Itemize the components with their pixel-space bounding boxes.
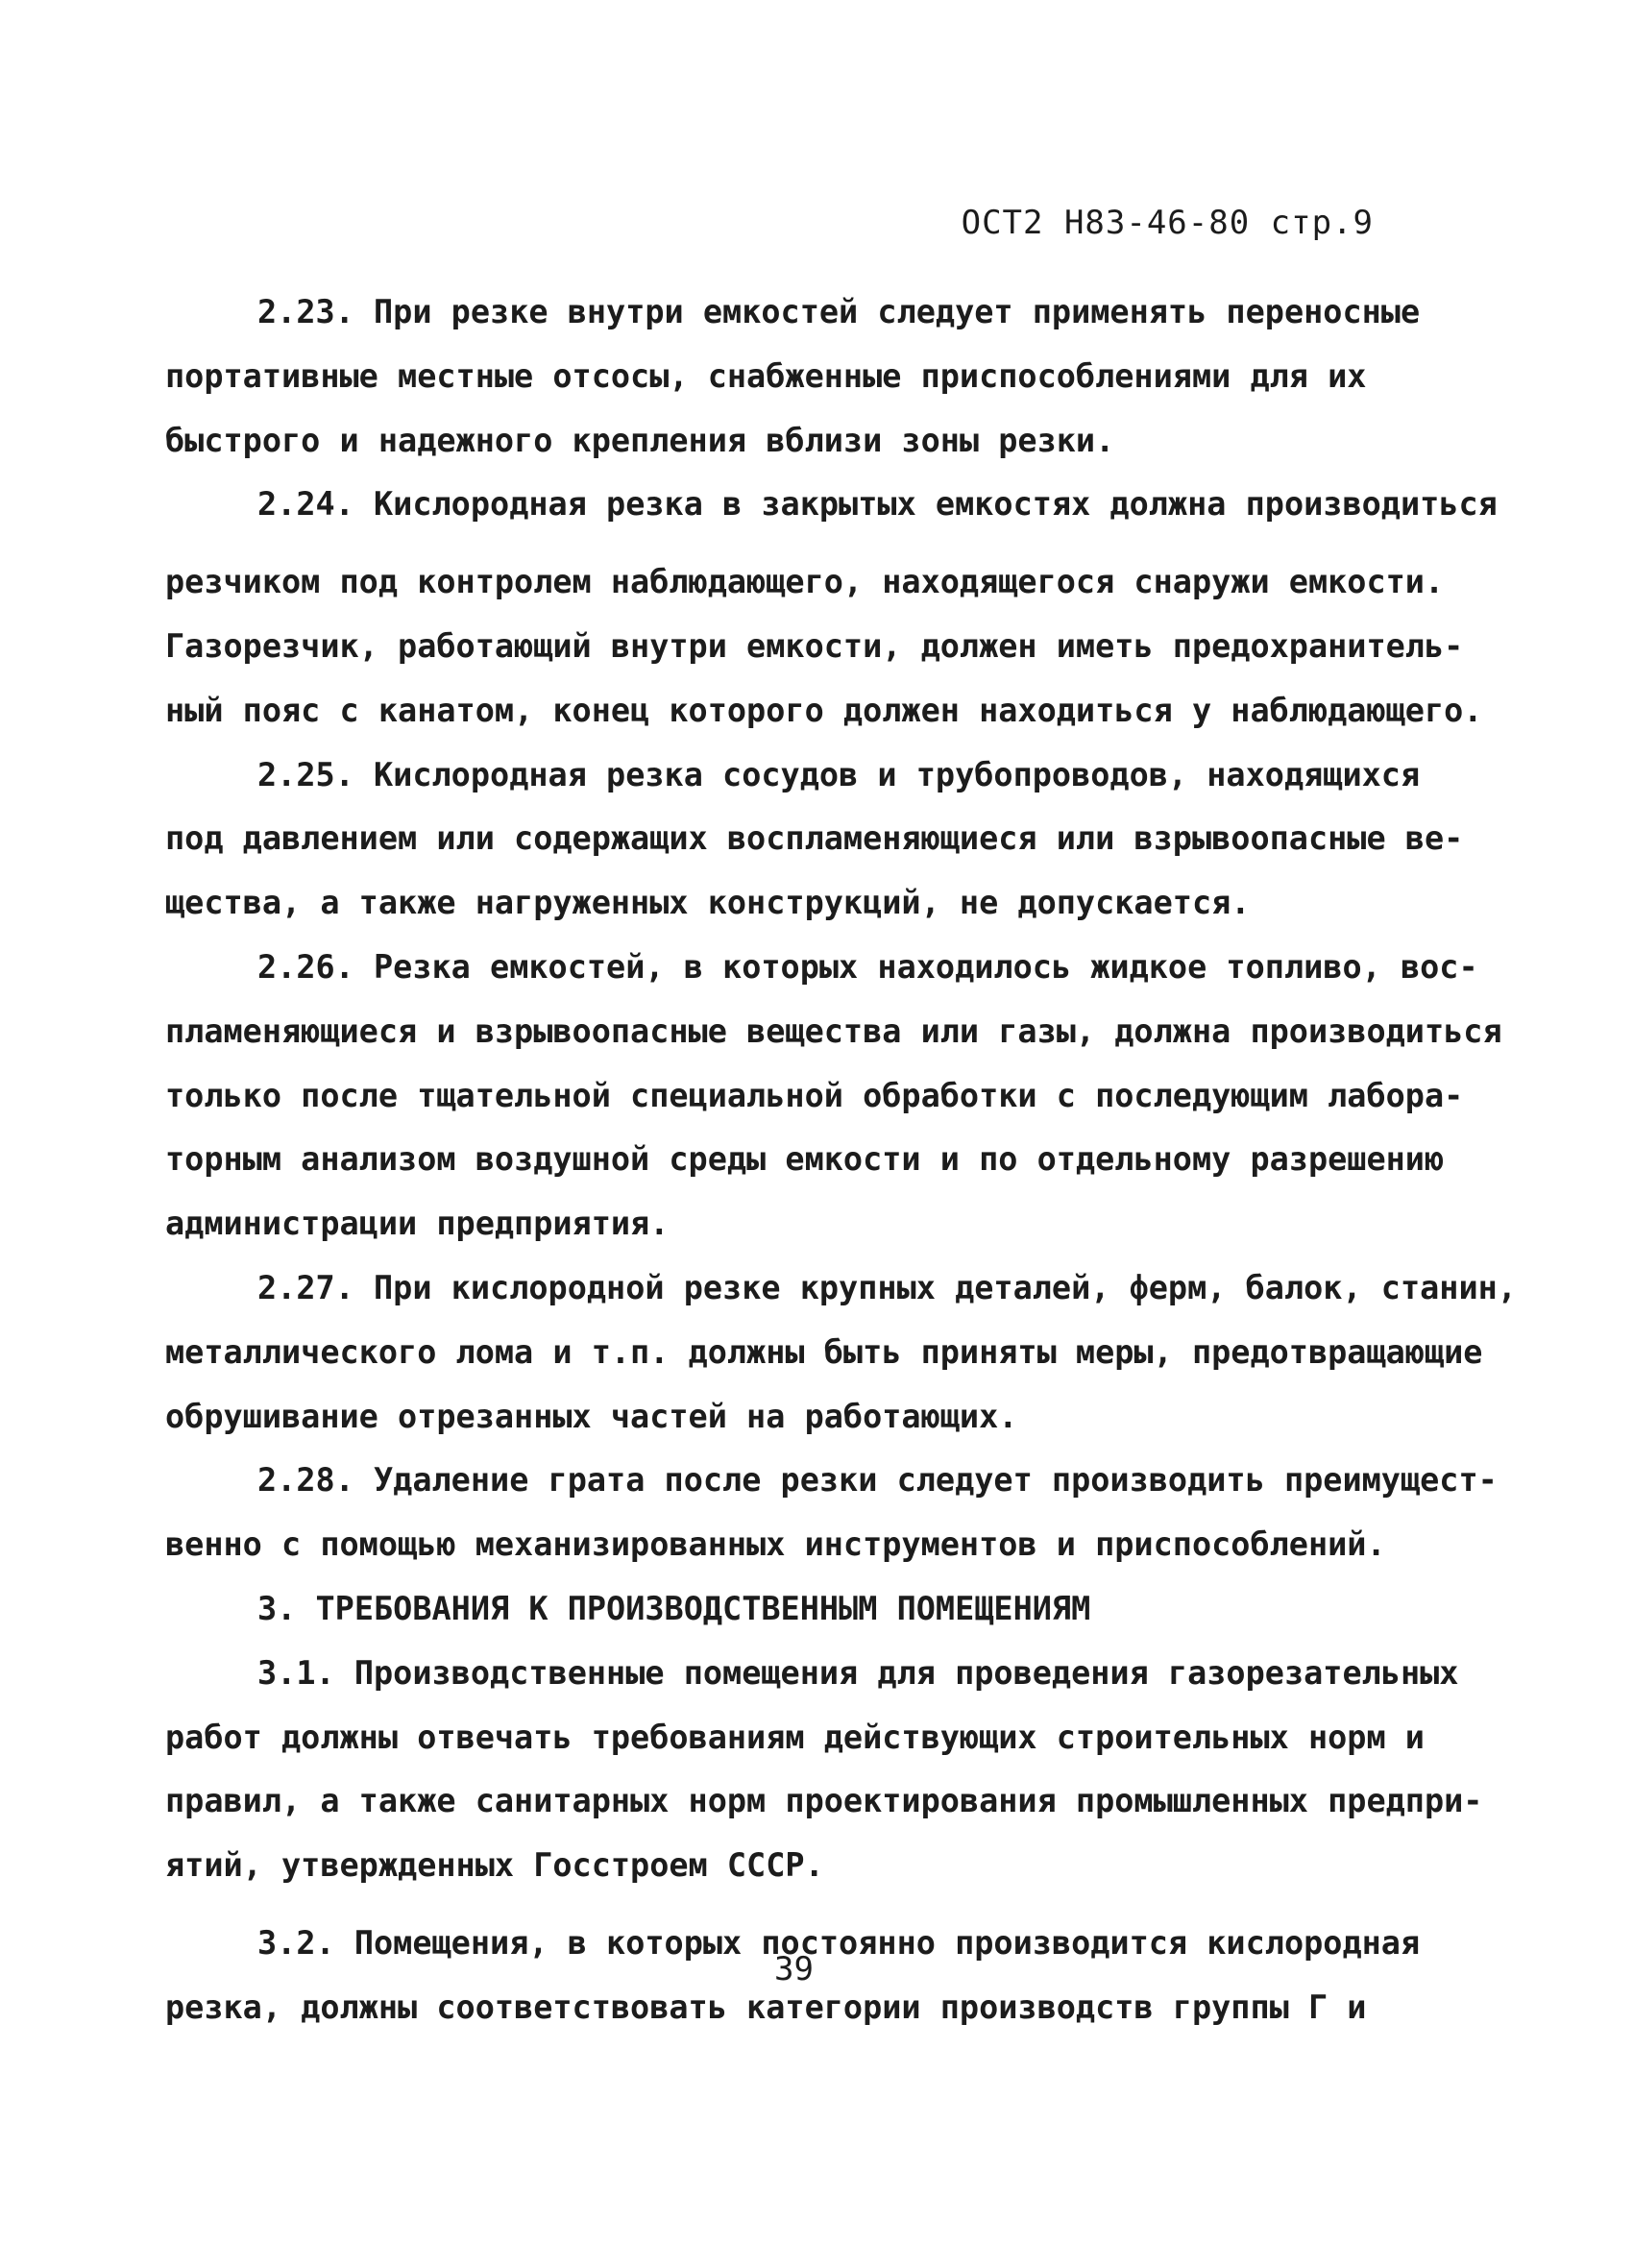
document-reference-header: ОСТ2 Н83-46-80 стр.9 [961,204,1374,242]
text-line-item-3-1: 3.1. Производственные помещения для проведения газорезательных [257,1653,1459,1692]
text-line-item-3-2: 3.2. Помещения, в которых постоянно производится кислородная [257,1923,1421,1962]
text-line: щества, а также нагруженных конструкций, не допускается. [165,884,1251,922]
text-line-item-2-24: 2.24. Кислородная резка в закрытых емкостях должна производиться [257,485,1498,524]
text-line: ный пояс с канатом, конец которого должен находиться у наблюдающего. [165,691,1483,729]
text-line: пламеняющиеся и взрывоопасные вещества или газы, должна производиться [165,1012,1502,1050]
text-line: резчиком под контролем наблюдающего, находящегося снаружи емкости. [165,563,1445,601]
text-line: торным анализом воздушной среды емкости и по отдельному разрешению [165,1140,1445,1179]
text-line-item-2-25: 2.25. Кислородная резка сосудов и трубопроводов, находящихся [257,755,1421,793]
text-line: портативные местные отсосы, снабженные приспособлениями для их [165,356,1367,395]
text-line-item-2-27: 2.27. При кислородной резке крупных деталей, ферм, балок, станин, [257,1268,1517,1306]
text-line: Газорезчик, работающий внутри емкости, должен иметь предохранитель- [165,626,1464,665]
text-line: только после тщательной специальной обработки с последующим лабора- [165,1076,1464,1114]
section-heading-3: 3. ТРЕБОВАНИЯ К ПРОИЗВОДСТВЕННЫМ ПОМЕЩЕНИЯМ [257,1589,1091,1627]
page-number: 39 [774,1950,814,1988]
text-line: правил, а также санитарных норм проектирования промышленных предпри- [165,1782,1483,1820]
text-line: венно с помощью механизированных инструментов и приспособлений. [165,1525,1386,1564]
text-line: работ должны отвечать требованиям действующих строительных норм и [165,1718,1425,1756]
text-line: ятий, утвержденных Госстроем СССР. [165,1846,824,1885]
text-line-item-2-28: 2.28. Удаление грата после резки следует производить преимущест- [257,1461,1498,1500]
text-line-item-2-23: 2.23. При резке внутри емкостей следует применять переносные [257,293,1421,330]
text-line-item-2-26: 2.26. Резка емкостей, в которых находилось жидкое топливо, вос- [257,947,1478,986]
text-line: быстрого и надежного крепления вблизи зоны резки. [165,421,1115,459]
text-line: резка, должны соответствовать категории производств группы Г и [165,1988,1367,2026]
text-line: обрушивание отрезанных частей на работающих. [165,1397,1018,1435]
document-body [165,280,1517,2040]
text-line: металлического лома и т.п. должны быть приняты меры, предотвращающие [165,1332,1483,1371]
text-line: под давлением или содержащих воспламеняющиеся или взрывоопасные ве- [165,819,1464,858]
text-line: администрации предприятия. [165,1205,670,1243]
